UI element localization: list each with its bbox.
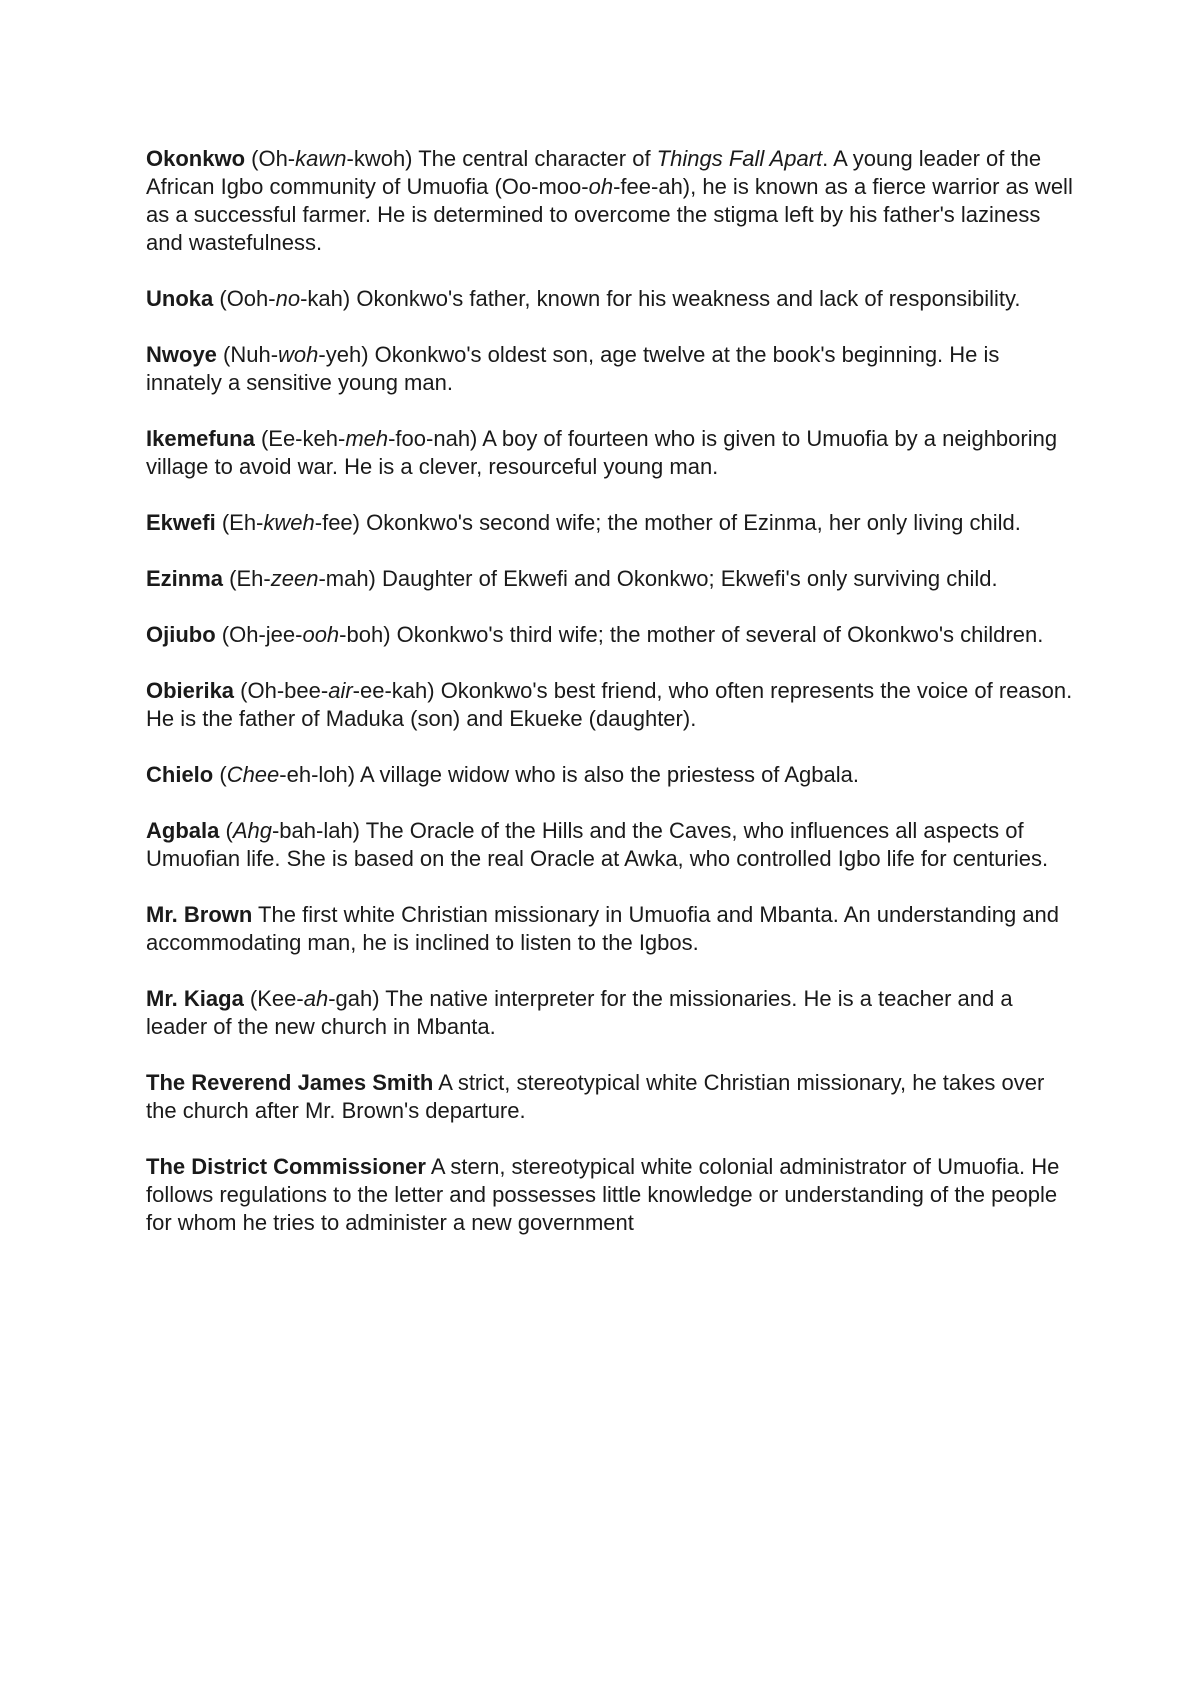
character-entry — [146, 621, 1076, 649]
character-entry — [146, 1069, 1076, 1125]
description-text: A strict, stereotypical white Christian missionary, he takes over the church after Mr. Brown's departure. — [146, 1070, 1045, 1123]
italic-text: ah — [303, 986, 329, 1011]
description-text: (Kee- — [243, 986, 304, 1011]
italic-text: oh — [588, 174, 614, 199]
character-entry — [146, 1153, 1076, 1237]
character-entry — [146, 509, 1076, 537]
character-entry — [146, 425, 1076, 481]
character-name: Mr. Brown — [146, 902, 253, 927]
description-text: -kwoh) The central character of — [346, 146, 657, 171]
character-name: Ikemefuna — [146, 426, 255, 451]
description-text: (Oh-bee- — [234, 678, 329, 703]
italic-text: Chee — [226, 762, 280, 787]
character-name: Mr. Kiaga — [146, 986, 244, 1011]
description-text: -eh-loh) A village widow who is also the priestess of Agbala. — [279, 762, 859, 787]
character-name: Ekwefi — [146, 510, 216, 535]
italic-text: meh — [345, 426, 389, 451]
description-text: (Ee-keh- — [254, 426, 346, 451]
character-entry — [146, 817, 1076, 873]
description-text: -ee-kah) Okonkwo's best friend, who often represents the voice of reason. He is the father of Maduka (son) and Ekueke (daughter). — [146, 678, 1073, 731]
description-text: -gah) The native interpreter for the missionaries. He is a teacher and a leader of the new church in Mbanta. — [146, 986, 1013, 1039]
description-text: ( — [219, 818, 233, 843]
italic-text: kawn — [295, 146, 347, 171]
description-text: -kah) Okonkwo's father, known for his weakness and lack of responsibility. — [300, 286, 1021, 311]
description-text: (Nuh- — [216, 342, 279, 367]
italic-text: Things Fall Apart — [656, 146, 823, 171]
character-name: Okonkwo — [146, 146, 246, 171]
character-name: Agbala — [146, 818, 220, 843]
description-text: -foo-nah) A boy of fourteen who is given to Umuofia by a neighboring village to avoid war. He is a clever, resourceful young man. — [146, 426, 1058, 479]
italic-text: kweh — [263, 510, 315, 535]
character-name: Unoka — [146, 286, 214, 311]
description-text: -bah-lah) The Oracle of the Hills and the Caves, who influences all aspects of Umuofian life. She is based on the real Oracle at Awka, who controlled Igbo life for centuries. — [146, 818, 1049, 871]
description-text: -boh) Okonkwo's third wife; the mother of several of Okonkwo's children. — [339, 622, 1044, 647]
italic-text: ooh — [302, 622, 340, 647]
character-entry — [146, 761, 1076, 789]
character-name: The District Commissioner — [146, 1154, 426, 1179]
italic-text: no — [275, 286, 301, 311]
italic-text: air — [328, 678, 353, 703]
description-text: ( — [213, 762, 227, 787]
character-name: Ojiubo — [146, 622, 216, 647]
character-entry — [146, 341, 1076, 397]
description-text: (Ooh- — [213, 286, 276, 311]
italic-text: zeen — [270, 566, 319, 591]
description-text: . A young leader of the African Igbo community of Umuofia (Oo-moo- — [146, 146, 1042, 199]
character-name: The Reverend James Smith — [146, 1070, 434, 1095]
character-entry — [146, 285, 1076, 313]
description-text: -fee-ah), he is known as a fierce warrior as well as a successful farmer. He is determined to overcome the stigma left by his father's laziness and wastefulness. — [146, 174, 1073, 255]
description-text: The first white Christian missionary in Umuofia and Mbanta. An understanding and accommodating man, he is inclined to listen to the Igbos. — [146, 902, 1060, 955]
description-text: (Eh- — [215, 510, 264, 535]
character-entry — [146, 677, 1076, 733]
italic-text: Ahg — [232, 818, 272, 843]
italic-text: woh — [278, 342, 319, 367]
description-text: (Oh- — [245, 146, 296, 171]
character-entry — [146, 985, 1076, 1041]
character-list — [146, 145, 1076, 1265]
character-name: Chielo — [146, 762, 214, 787]
description-text: (Eh- — [223, 566, 271, 591]
character-name: Ezinma — [146, 566, 224, 591]
character-name: Nwoye — [146, 342, 217, 367]
character-entry — [146, 145, 1076, 257]
description-text: (Oh-jee- — [215, 622, 303, 647]
character-entry — [146, 565, 1076, 593]
description-text: -mah) Daughter of Ekwefi and Okonkwo; Ekwefi's only surviving child. — [318, 566, 998, 591]
description-text: A stern, stereotypical white colonial administrator of Umuofia. He follows regulations to the letter and possesses little knowledge or understanding of the people for whom he tries to administer a new government — [146, 1154, 1060, 1235]
description-text: -yeh) Okonkwo's oldest son, age twelve at the book's beginning. He is innately a sensitive young man. — [146, 342, 1000, 395]
character-entry — [146, 901, 1076, 957]
description-text: -fee) Okonkwo's second wife; the mother of Ezinma, her only living child. — [314, 510, 1021, 535]
character-name: Obierika — [146, 678, 235, 703]
